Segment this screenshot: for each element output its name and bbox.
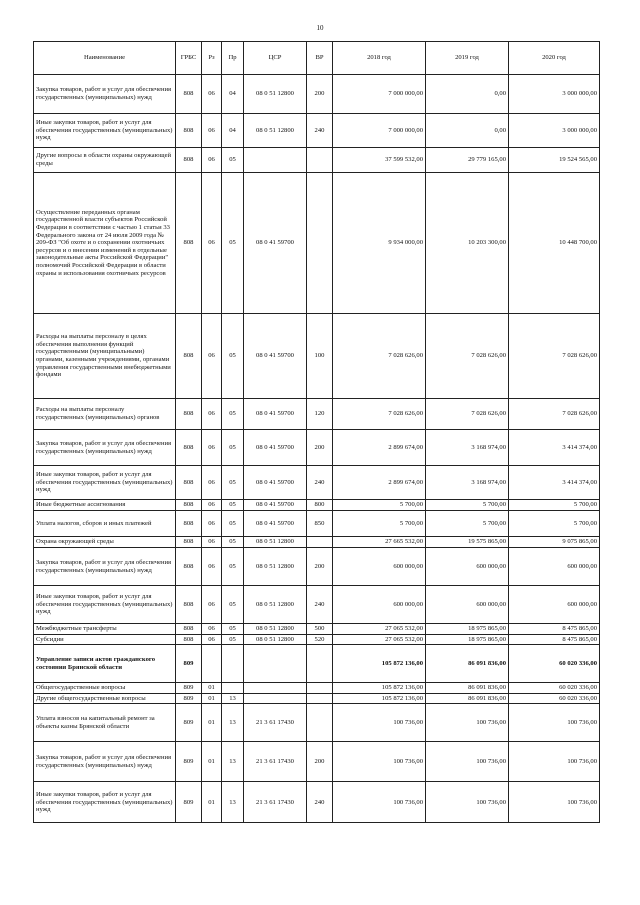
- row-name: Закупка товаров, работ и услуг для обеспечения государственных (муниципальных) нужд: [34, 742, 176, 782]
- row-csr: 08 0 41 59700: [244, 511, 307, 537]
- row-value-2019: 18 975 865,00: [426, 634, 509, 645]
- row-csr: 21 3 61 17430: [244, 704, 307, 742]
- row-name: Охрана окружающей среды: [34, 537, 176, 548]
- table-row: [34, 314, 600, 399]
- row-value-2019: 3 168 974,00: [426, 430, 509, 466]
- row-rz: 01: [202, 693, 222, 704]
- row-pr: 05: [222, 399, 244, 430]
- row-grbs: 809: [176, 683, 202, 694]
- row-vr: [307, 693, 333, 704]
- row-grbs: 809: [176, 742, 202, 782]
- row-vr: 120: [307, 399, 333, 430]
- row-value-2020: 3 000 000,00: [509, 75, 600, 114]
- row-pr: 05: [222, 148, 244, 173]
- row-csr: 08 0 51 12800: [244, 586, 307, 624]
- row-name: Другие общегосударственные вопросы: [34, 693, 176, 704]
- table-row: [34, 537, 600, 548]
- row-value-2018: 5 700,00: [333, 511, 426, 537]
- row-value-2018: 600 000,00: [333, 548, 426, 586]
- row-pr: 05: [222, 511, 244, 537]
- row-pr: 05: [222, 586, 244, 624]
- row-value-2019: 18 975 865,00: [426, 624, 509, 635]
- table-row: [34, 466, 600, 500]
- row-value-2020: 7 028 626,00: [509, 399, 600, 430]
- row-value-2019: 86 091 836,00: [426, 683, 509, 694]
- table-row: [34, 742, 600, 782]
- row-value-2018: 27 665 532,00: [333, 537, 426, 548]
- row-vr: [307, 704, 333, 742]
- row-pr: 05: [222, 500, 244, 511]
- header-grbs: ГРБС: [176, 42, 202, 75]
- row-vr: [307, 645, 333, 683]
- row-value-2018: 37 599 532,00: [333, 148, 426, 173]
- row-pr: 05: [222, 548, 244, 586]
- row-name: Расходы на выплаты персоналу государственных (муниципальных) органов: [34, 399, 176, 430]
- row-pr: 05: [222, 537, 244, 548]
- row-name: Общегосударственные вопросы: [34, 683, 176, 694]
- row-pr: 13: [222, 782, 244, 823]
- row-csr: 08 0 41 59700: [244, 466, 307, 500]
- row-name: Субсидии: [34, 634, 176, 645]
- row-name: Межбюджетные трансферты: [34, 624, 176, 635]
- row-value-2019: 3 168 974,00: [426, 466, 509, 500]
- row-name: Расходы на выплаты персоналу в целях обеспечения выполнения функций государственными (муниципальными) органами, казенными учреждениями, органами управления государственными внебюджетными фондами: [34, 314, 176, 399]
- table-row: [34, 173, 600, 314]
- row-vr: 200: [307, 430, 333, 466]
- row-pr: 05: [222, 314, 244, 399]
- row-value-2020: 100 736,00: [509, 704, 600, 742]
- row-name: Уплата налогов, сборов и иных платежей: [34, 511, 176, 537]
- row-vr: [307, 537, 333, 548]
- row-vr: [307, 148, 333, 173]
- row-value-2018: 7 000 000,00: [333, 75, 426, 114]
- row-value-2018: 2 899 674,00: [333, 430, 426, 466]
- budget-table: [33, 41, 600, 823]
- row-csr: 08 0 41 59700: [244, 399, 307, 430]
- row-rz: 06: [202, 75, 222, 114]
- header-2018: 2018 год: [333, 42, 426, 75]
- row-grbs: 808: [176, 586, 202, 624]
- row-value-2018: 9 934 000,00: [333, 173, 426, 314]
- row-value-2020: 3 414 374,00: [509, 430, 600, 466]
- row-value-2019: 19 575 865,00: [426, 537, 509, 548]
- row-csr: [244, 693, 307, 704]
- row-name: Иные закупки товаров, работ и услуг для обеспечения государственных (муниципальных) нужд: [34, 114, 176, 148]
- row-csr: 08 0 51 12800: [244, 548, 307, 586]
- row-rz: 06: [202, 511, 222, 537]
- row-rz: 01: [202, 704, 222, 742]
- row-name: Уплата взносов на капитальный ремонт за объекты казны Брянской области: [34, 704, 176, 742]
- row-pr: 04: [222, 75, 244, 114]
- row-csr: 08 0 41 59700: [244, 173, 307, 314]
- row-vr: 500: [307, 624, 333, 635]
- row-name: Иные закупки товаров, работ и услуг для обеспечения государственных (муниципальных) нужд: [34, 466, 176, 500]
- row-pr: 13: [222, 704, 244, 742]
- row-csr: 08 0 51 12800: [244, 624, 307, 635]
- row-pr: 05: [222, 624, 244, 635]
- table-row: [34, 624, 600, 635]
- row-value-2020: 9 075 865,00: [509, 537, 600, 548]
- header-2020: 2020 год: [509, 42, 600, 75]
- row-rz: 01: [202, 742, 222, 782]
- table-row: [34, 75, 600, 114]
- row-pr: [222, 645, 244, 683]
- row-value-2019: 10 203 300,00: [426, 173, 509, 314]
- row-value-2019: 600 000,00: [426, 586, 509, 624]
- table-row: [34, 511, 600, 537]
- row-value-2020: 19 524 565,00: [509, 148, 600, 173]
- table-row: [34, 693, 600, 704]
- table-row: [34, 548, 600, 586]
- row-pr: 05: [222, 466, 244, 500]
- row-grbs: 808: [176, 148, 202, 173]
- row-vr: 240: [307, 586, 333, 624]
- row-value-2019: 86 091 836,00: [426, 693, 509, 704]
- header-rz: Рз: [202, 42, 222, 75]
- row-rz: 06: [202, 624, 222, 635]
- table-row: [34, 634, 600, 645]
- row-value-2019: 0,00: [426, 114, 509, 148]
- row-name: Закупка товаров, работ и услуг для обеспечения государственных (муниципальных) нужд: [34, 430, 176, 466]
- table-row: [34, 683, 600, 694]
- header-csr: ЦСР: [244, 42, 307, 75]
- row-value-2020: 60 020 336,00: [509, 693, 600, 704]
- row-csr: [244, 683, 307, 694]
- row-vr: 520: [307, 634, 333, 645]
- row-csr: 08 0 41 59700: [244, 314, 307, 399]
- table-row: [34, 586, 600, 624]
- row-value-2020: 600 000,00: [509, 548, 600, 586]
- row-vr: 200: [307, 548, 333, 586]
- row-rz: 06: [202, 173, 222, 314]
- row-name: Иные бюджетные ассигнования: [34, 500, 176, 511]
- row-rz: 06: [202, 114, 222, 148]
- row-value-2019: 7 028 626,00: [426, 314, 509, 399]
- row-value-2019: 29 779 165,00: [426, 148, 509, 173]
- row-value-2020: 8 475 865,00: [509, 624, 600, 635]
- row-value-2020: 100 736,00: [509, 782, 600, 823]
- row-value-2018: 100 736,00: [333, 782, 426, 823]
- row-value-2020: 100 736,00: [509, 742, 600, 782]
- row-value-2018: 5 700,00: [333, 500, 426, 511]
- row-rz: [202, 645, 222, 683]
- row-value-2019: 100 736,00: [426, 742, 509, 782]
- row-value-2019: 600 000,00: [426, 548, 509, 586]
- row-value-2020: 3 000 000,00: [509, 114, 600, 148]
- row-csr: 21 3 61 17430: [244, 782, 307, 823]
- row-csr: 08 0 41 59700: [244, 500, 307, 511]
- row-value-2020: 5 700,00: [509, 500, 600, 511]
- row-name: Иные закупки товаров, работ и услуг для обеспечения государственных (муниципальных) нужд: [34, 782, 176, 823]
- row-value-2020: 60 020 336,00: [509, 683, 600, 694]
- row-grbs: 808: [176, 537, 202, 548]
- row-pr: 05: [222, 173, 244, 314]
- row-vr: 240: [307, 114, 333, 148]
- row-value-2020: 8 475 865,00: [509, 634, 600, 645]
- row-vr: 200: [307, 75, 333, 114]
- row-value-2018: 7 000 000,00: [333, 114, 426, 148]
- row-pr: 13: [222, 693, 244, 704]
- table-row: [34, 500, 600, 511]
- row-pr: [222, 683, 244, 694]
- table-row: [34, 399, 600, 430]
- row-value-2020: 5 700,00: [509, 511, 600, 537]
- row-name: Закупка товаров, работ и услуг для обеспечения государственных (муниципальных) нужд: [34, 75, 176, 114]
- row-rz: 06: [202, 500, 222, 511]
- row-grbs: 808: [176, 624, 202, 635]
- row-rz: 06: [202, 537, 222, 548]
- row-csr: 21 3 61 17430: [244, 742, 307, 782]
- row-value-2020: 10 448 700,00: [509, 173, 600, 314]
- row-csr: 08 0 41 59700: [244, 430, 307, 466]
- row-value-2019: 100 736,00: [426, 782, 509, 823]
- row-value-2020: 7 028 626,00: [509, 314, 600, 399]
- row-value-2020: 600 000,00: [509, 586, 600, 624]
- row-rz: 06: [202, 466, 222, 500]
- row-rz: 06: [202, 314, 222, 399]
- row-pr: 05: [222, 634, 244, 645]
- row-value-2018: 27 065 532,00: [333, 624, 426, 635]
- row-rz: 06: [202, 548, 222, 586]
- row-value-2019: 86 091 836,00: [426, 645, 509, 683]
- row-name: Закупка товаров, работ и услуг для обеспечения государственных (муниципальных) нужд: [34, 548, 176, 586]
- row-vr: [307, 683, 333, 694]
- header-row: [34, 42, 600, 75]
- row-name: Другие вопросы в области охраны окружающей среды: [34, 148, 176, 173]
- row-grbs: 808: [176, 634, 202, 645]
- table-row: [34, 704, 600, 742]
- row-grbs: 809: [176, 645, 202, 683]
- row-vr: 240: [307, 782, 333, 823]
- row-vr: 800: [307, 500, 333, 511]
- row-value-2020: 60 020 336,00: [509, 645, 600, 683]
- row-grbs: 808: [176, 511, 202, 537]
- row-grbs: 808: [176, 500, 202, 511]
- page-number: 10: [316, 24, 324, 32]
- row-csr: [244, 645, 307, 683]
- row-rz: 06: [202, 399, 222, 430]
- row-value-2018: 2 899 674,00: [333, 466, 426, 500]
- row-value-2020: 3 414 374,00: [509, 466, 600, 500]
- row-rz: 06: [202, 634, 222, 645]
- row-value-2018: 27 065 532,00: [333, 634, 426, 645]
- row-value-2018: 7 028 626,00: [333, 314, 426, 399]
- row-value-2018: 105 872 136,00: [333, 693, 426, 704]
- row-value-2018: 600 000,00: [333, 586, 426, 624]
- row-value-2018: 100 736,00: [333, 704, 426, 742]
- row-csr: 08 0 51 12800: [244, 114, 307, 148]
- row-csr: 08 0 51 12800: [244, 537, 307, 548]
- row-grbs: 809: [176, 693, 202, 704]
- row-grbs: 808: [176, 314, 202, 399]
- row-rz: 01: [202, 782, 222, 823]
- row-csr: [244, 148, 307, 173]
- row-value-2018: 7 028 626,00: [333, 399, 426, 430]
- row-value-2019: 100 736,00: [426, 704, 509, 742]
- row-rz: 06: [202, 148, 222, 173]
- row-value-2018: 105 872 136,00: [333, 683, 426, 694]
- header-vr: ВР: [307, 42, 333, 75]
- row-pr: 13: [222, 742, 244, 782]
- row-vr: 850: [307, 511, 333, 537]
- row-vr: 100: [307, 314, 333, 399]
- row-csr: 08 0 51 12800: [244, 75, 307, 114]
- row-pr: 04: [222, 114, 244, 148]
- row-grbs: 808: [176, 173, 202, 314]
- row-name: Осуществление переданных органам государственной власти субъектов Российской Федерации в соответствии с частью 1 статьи 33 Федерального закона от 24 июля 2009 года № 209-ФЗ "Об охоте и о сохранении охотничьих ресурсов и о внесении изменений в отдельные законодательные акты Российской Федерации" полномочий Российской Федерации в области охраны и использования охотничьих ресурсов: [34, 173, 176, 314]
- table-row: [34, 148, 600, 173]
- row-grbs: 809: [176, 782, 202, 823]
- row-rz: 06: [202, 430, 222, 466]
- row-value-2018: 105 872 136,00: [333, 645, 426, 683]
- table-row: [34, 645, 600, 683]
- row-rz: 06: [202, 586, 222, 624]
- row-value-2018: 100 736,00: [333, 742, 426, 782]
- header-name: Наименование: [34, 42, 176, 75]
- row-name: Управление записи актов гражданского состояния Брянской области: [34, 645, 176, 683]
- row-grbs: 808: [176, 430, 202, 466]
- row-pr: 05: [222, 430, 244, 466]
- row-grbs: 808: [176, 75, 202, 114]
- row-value-2019: 5 700,00: [426, 500, 509, 511]
- row-name: Иные закупки товаров, работ и услуг для обеспечения государственных (муниципальных) нужд: [34, 586, 176, 624]
- row-value-2019: 7 028 626,00: [426, 399, 509, 430]
- header-2019: 2019 год: [426, 42, 509, 75]
- header-pr: Пр: [222, 42, 244, 75]
- row-grbs: 808: [176, 548, 202, 586]
- row-grbs: 808: [176, 399, 202, 430]
- table-row: [34, 430, 600, 466]
- row-csr: 08 0 51 12800: [244, 634, 307, 645]
- row-value-2019: 0,00: [426, 75, 509, 114]
- row-vr: 200: [307, 742, 333, 782]
- row-grbs: 808: [176, 114, 202, 148]
- row-grbs: 809: [176, 704, 202, 742]
- row-vr: [307, 173, 333, 314]
- row-grbs: 808: [176, 466, 202, 500]
- row-rz: 01: [202, 683, 222, 694]
- row-value-2019: 5 700,00: [426, 511, 509, 537]
- row-vr: 240: [307, 466, 333, 500]
- table-row: [34, 114, 600, 148]
- table-row: [34, 782, 600, 823]
